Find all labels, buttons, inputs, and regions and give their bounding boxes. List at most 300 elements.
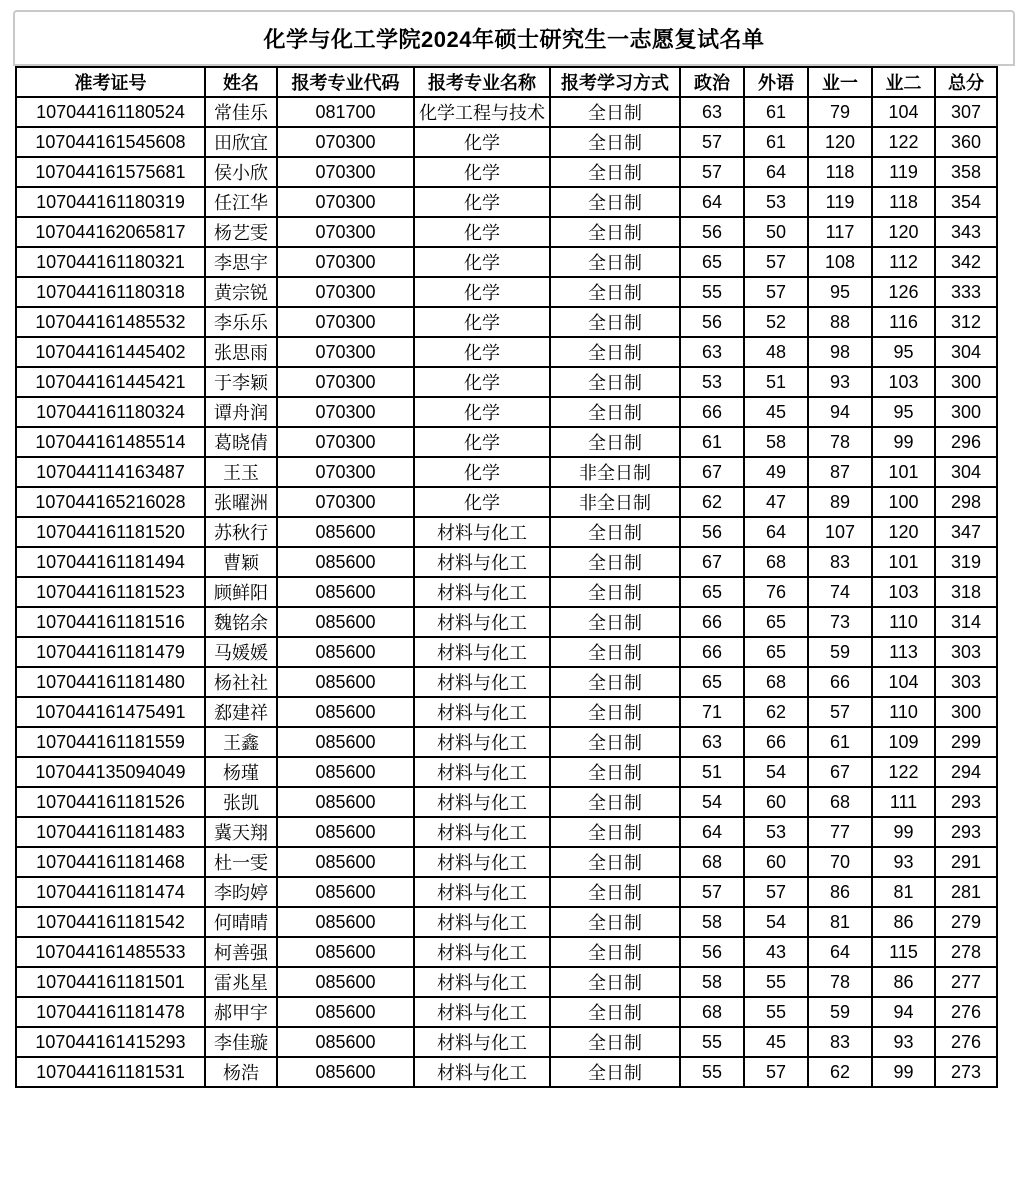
table-row — [16, 607, 997, 637]
cell-major-subject-1-score: 81 — [808, 907, 872, 937]
cell-study-mode: 全日制 — [550, 337, 680, 367]
table-row — [16, 127, 997, 157]
cell-study-mode: 非全日制 — [550, 457, 680, 487]
cell-admission-ticket-number: 107044114163487 — [16, 457, 205, 487]
cell-major-subject-1-score: 78 — [808, 427, 872, 457]
cell-major-name: 化学 — [414, 247, 550, 277]
table-row — [16, 907, 997, 937]
cell-major-subject-1-score: 98 — [808, 337, 872, 367]
cell-major-name: 材料与化工 — [414, 607, 550, 637]
cell-total-score: 294 — [935, 757, 997, 787]
cell-major-subject-1-score: 66 — [808, 667, 872, 697]
cell-study-mode: 全日制 — [550, 397, 680, 427]
cell-total-score: 276 — [935, 1027, 997, 1057]
table-row — [16, 157, 997, 187]
cell-major-code: 070300 — [277, 217, 414, 247]
cell-politics-score: 56 — [680, 307, 744, 337]
cell-politics-score: 65 — [680, 667, 744, 697]
cell-major-subject-1-score: 119 — [808, 187, 872, 217]
table-row — [16, 367, 997, 397]
cell-major-name: 化学 — [414, 127, 550, 157]
cell-major-code: 085600 — [277, 1057, 414, 1087]
cell-major-subject-2-score: 113 — [872, 637, 935, 667]
cell-politics-score: 68 — [680, 997, 744, 1027]
cell-name: 张曜洲 — [205, 487, 277, 517]
cell-total-score: 318 — [935, 577, 997, 607]
cell-admission-ticket-number: 107044161180524 — [16, 97, 205, 127]
cell-admission-ticket-number: 107044161485533 — [16, 937, 205, 967]
cell-name: 李乐乐 — [205, 307, 277, 337]
cell-major-name: 材料与化工 — [414, 637, 550, 667]
table-row — [16, 697, 997, 727]
table-row — [16, 547, 997, 577]
cell-politics-score: 58 — [680, 907, 744, 937]
table-row — [16, 667, 997, 697]
cell-major-subject-1-score: 83 — [808, 1027, 872, 1057]
cell-politics-score: 67 — [680, 547, 744, 577]
cell-major-subject-1-score: 64 — [808, 937, 872, 967]
cell-politics-score: 63 — [680, 97, 744, 127]
header-row — [16, 67, 997, 97]
cell-admission-ticket-number: 107044161485532 — [16, 307, 205, 337]
cell-major-name: 化学工程与技术 — [414, 97, 550, 127]
table-row — [16, 937, 997, 967]
cell-politics-score: 66 — [680, 397, 744, 427]
cell-major-subject-2-score: 120 — [872, 217, 935, 247]
cell-major-code: 085600 — [277, 637, 414, 667]
table-row — [16, 1027, 997, 1057]
cell-politics-score: 56 — [680, 937, 744, 967]
cell-politics-score: 56 — [680, 217, 744, 247]
cell-foreign-language-score: 65 — [744, 607, 808, 637]
cell-admission-ticket-number: 107044161475491 — [16, 697, 205, 727]
cell-total-score: 307 — [935, 97, 997, 127]
cell-foreign-language-score: 66 — [744, 727, 808, 757]
cell-politics-score: 64 — [680, 187, 744, 217]
table-row — [16, 487, 997, 517]
cell-politics-score: 55 — [680, 277, 744, 307]
cell-major-code: 085600 — [277, 697, 414, 727]
cell-politics-score: 55 — [680, 1057, 744, 1087]
cell-name: 苏秋行 — [205, 517, 277, 547]
cell-major-code: 085600 — [277, 817, 414, 847]
table-row — [16, 457, 997, 487]
cell-study-mode: 全日制 — [550, 367, 680, 397]
cell-total-score: 360 — [935, 127, 997, 157]
cell-foreign-language-score: 58 — [744, 427, 808, 457]
cell-admission-ticket-number: 107044162065817 — [16, 217, 205, 247]
cell-total-score: 343 — [935, 217, 997, 247]
cell-study-mode: 全日制 — [550, 937, 680, 967]
cell-major-name: 材料与化工 — [414, 727, 550, 757]
cell-total-score: 312 — [935, 307, 997, 337]
cell-total-score: 299 — [935, 727, 997, 757]
cell-major-subject-2-score: 99 — [872, 817, 935, 847]
cell-major-subject-2-score: 94 — [872, 997, 935, 1027]
cell-name: 于李颖 — [205, 367, 277, 397]
cell-major-name: 材料与化工 — [414, 1057, 550, 1087]
cell-study-mode: 全日制 — [550, 727, 680, 757]
table-row — [16, 787, 997, 817]
cell-major-subject-2-score: 101 — [872, 547, 935, 577]
cell-major-subject-2-score: 103 — [872, 577, 935, 607]
cell-major-subject-1-score: 74 — [808, 577, 872, 607]
cell-major-subject-2-score: 112 — [872, 247, 935, 277]
cell-foreign-language-score: 49 — [744, 457, 808, 487]
cell-study-mode: 全日制 — [550, 307, 680, 337]
cell-major-name: 材料与化工 — [414, 847, 550, 877]
cell-admission-ticket-number: 107044161181480 — [16, 667, 205, 697]
cell-major-name: 材料与化工 — [414, 967, 550, 997]
cell-study-mode: 全日制 — [550, 97, 680, 127]
cell-total-score: 291 — [935, 847, 997, 877]
table-row — [16, 997, 997, 1027]
table-row — [16, 967, 997, 997]
cell-major-name: 化学 — [414, 367, 550, 397]
column-header-study-mode: 报考学习方式 — [550, 67, 680, 97]
cell-major-name: 化学 — [414, 157, 550, 187]
cell-study-mode: 全日制 — [550, 877, 680, 907]
table-row — [16, 577, 997, 607]
cell-foreign-language-score: 60 — [744, 847, 808, 877]
cell-major-subject-1-score: 94 — [808, 397, 872, 427]
cell-major-subject-2-score: 81 — [872, 877, 935, 907]
cell-name: 李昀婷 — [205, 877, 277, 907]
table-row — [16, 817, 997, 847]
cell-foreign-language-score: 76 — [744, 577, 808, 607]
cell-major-code: 085600 — [277, 547, 414, 577]
cell-study-mode: 全日制 — [550, 217, 680, 247]
table-row — [16, 247, 997, 277]
cell-study-mode: 全日制 — [550, 517, 680, 547]
cell-politics-score: 63 — [680, 727, 744, 757]
cell-total-score: 276 — [935, 997, 997, 1027]
cell-major-subject-2-score: 99 — [872, 1057, 935, 1087]
cell-major-subject-2-score: 126 — [872, 277, 935, 307]
cell-major-code: 070300 — [277, 157, 414, 187]
cell-major-code: 070300 — [277, 247, 414, 277]
cell-total-score: 303 — [935, 637, 997, 667]
cell-name: 冀天翔 — [205, 817, 277, 847]
table-row — [16, 727, 997, 757]
cell-major-code: 085600 — [277, 787, 414, 817]
cell-major-code: 070300 — [277, 427, 414, 457]
cell-major-code: 070300 — [277, 487, 414, 517]
cell-major-name: 化学 — [414, 487, 550, 517]
cell-name: 杨浩 — [205, 1057, 277, 1087]
cell-study-mode: 全日制 — [550, 277, 680, 307]
cell-study-mode: 全日制 — [550, 427, 680, 457]
cell-admission-ticket-number: 107044161181478 — [16, 997, 205, 1027]
cell-major-subject-1-score: 59 — [808, 997, 872, 1027]
title-bar — [13, 10, 1015, 66]
cell-major-name: 化学 — [414, 457, 550, 487]
cell-admission-ticket-number: 107044161180318 — [16, 277, 205, 307]
table-row — [16, 847, 997, 877]
cell-foreign-language-score: 57 — [744, 247, 808, 277]
cell-foreign-language-score: 68 — [744, 667, 808, 697]
table-row — [16, 877, 997, 907]
column-header-major-name: 报考专业名称 — [414, 67, 550, 97]
cell-admission-ticket-number: 107044161445402 — [16, 337, 205, 367]
cell-foreign-language-score: 48 — [744, 337, 808, 367]
cell-politics-score: 58 — [680, 967, 744, 997]
cell-major-code: 070300 — [277, 337, 414, 367]
cell-total-score: 303 — [935, 667, 997, 697]
cell-name: 杨瑾 — [205, 757, 277, 787]
cell-major-name: 化学 — [414, 277, 550, 307]
cell-major-code: 085600 — [277, 847, 414, 877]
cell-major-code: 070300 — [277, 367, 414, 397]
cell-major-code: 070300 — [277, 307, 414, 337]
cell-politics-score: 63 — [680, 337, 744, 367]
cell-study-mode: 非全日制 — [550, 487, 680, 517]
cell-total-score: 277 — [935, 967, 997, 997]
cell-foreign-language-score: 53 — [744, 817, 808, 847]
cell-politics-score: 71 — [680, 697, 744, 727]
cell-major-name: 材料与化工 — [414, 517, 550, 547]
cell-major-name: 材料与化工 — [414, 817, 550, 847]
cell-foreign-language-score: 61 — [744, 127, 808, 157]
cell-major-code: 085600 — [277, 517, 414, 547]
cell-admission-ticket-number: 107044161181559 — [16, 727, 205, 757]
table-row — [16, 517, 997, 547]
cell-name: 郝甲宇 — [205, 997, 277, 1027]
cell-total-score: 314 — [935, 607, 997, 637]
cell-foreign-language-score: 68 — [744, 547, 808, 577]
table-row — [16, 97, 997, 127]
table-row — [16, 337, 997, 367]
cell-major-subject-1-score: 93 — [808, 367, 872, 397]
cell-major-subject-2-score: 115 — [872, 937, 935, 967]
cell-foreign-language-score: 45 — [744, 1027, 808, 1057]
cell-total-score: 304 — [935, 457, 997, 487]
cell-total-score: 281 — [935, 877, 997, 907]
cell-major-name: 材料与化工 — [414, 937, 550, 967]
cell-major-subject-2-score: 116 — [872, 307, 935, 337]
cell-major-subject-2-score: 119 — [872, 157, 935, 187]
cell-major-subject-2-score: 86 — [872, 967, 935, 997]
cell-major-subject-1-score: 117 — [808, 217, 872, 247]
cell-major-subject-2-score: 104 — [872, 97, 935, 127]
cell-major-name: 材料与化工 — [414, 667, 550, 697]
cell-name: 张思雨 — [205, 337, 277, 367]
cell-name: 雷兆星 — [205, 967, 277, 997]
cell-name: 侯小欣 — [205, 157, 277, 187]
cell-admission-ticket-number: 107044161181520 — [16, 517, 205, 547]
cell-foreign-language-score: 52 — [744, 307, 808, 337]
cell-admission-ticket-number: 107044161180321 — [16, 247, 205, 277]
cell-study-mode: 全日制 — [550, 907, 680, 937]
cell-foreign-language-score: 50 — [744, 217, 808, 247]
cell-study-mode: 全日制 — [550, 127, 680, 157]
cell-name: 李思宇 — [205, 247, 277, 277]
cell-major-subject-2-score: 95 — [872, 337, 935, 367]
cell-total-score: 300 — [935, 397, 997, 427]
cell-total-score: 293 — [935, 787, 997, 817]
cell-major-code: 085600 — [277, 997, 414, 1027]
cell-foreign-language-score: 43 — [744, 937, 808, 967]
cell-politics-score: 54 — [680, 787, 744, 817]
table-body — [16, 97, 997, 1087]
cell-study-mode: 全日制 — [550, 787, 680, 817]
cell-major-subject-1-score: 67 — [808, 757, 872, 787]
cell-total-score: 347 — [935, 517, 997, 547]
cell-major-code: 085600 — [277, 967, 414, 997]
cell-major-subject-2-score: 86 — [872, 907, 935, 937]
cell-major-name: 材料与化工 — [414, 907, 550, 937]
cell-name: 魏铭余 — [205, 607, 277, 637]
cell-name: 马媛媛 — [205, 637, 277, 667]
cell-study-mode: 全日制 — [550, 187, 680, 217]
cell-total-score: 319 — [935, 547, 997, 577]
table-row — [16, 217, 997, 247]
cell-major-name: 材料与化工 — [414, 877, 550, 907]
cell-admission-ticket-number: 107044161180324 — [16, 397, 205, 427]
cell-foreign-language-score: 57 — [744, 277, 808, 307]
cell-major-subject-2-score: 109 — [872, 727, 935, 757]
cell-major-name: 化学 — [414, 217, 550, 247]
cell-total-score: 358 — [935, 157, 997, 187]
cell-major-subject-1-score: 57 — [808, 697, 872, 727]
cell-major-subject-2-score: 110 — [872, 697, 935, 727]
cell-foreign-language-score: 55 — [744, 967, 808, 997]
cell-major-subject-1-score: 78 — [808, 967, 872, 997]
cell-major-subject-2-score: 118 — [872, 187, 935, 217]
cell-name: 郄建祥 — [205, 697, 277, 727]
cell-major-code: 081700 — [277, 97, 414, 127]
cell-foreign-language-score: 53 — [744, 187, 808, 217]
cell-politics-score: 61 — [680, 427, 744, 457]
cell-total-score: 279 — [935, 907, 997, 937]
cell-politics-score: 68 — [680, 847, 744, 877]
cell-major-code: 085600 — [277, 577, 414, 607]
cell-name: 柯善强 — [205, 937, 277, 967]
cell-major-subject-2-score: 99 — [872, 427, 935, 457]
table-row — [16, 427, 997, 457]
cell-foreign-language-score: 61 — [744, 97, 808, 127]
cell-admission-ticket-number: 107044161415293 — [16, 1027, 205, 1057]
cell-major-subject-1-score: 108 — [808, 247, 872, 277]
cell-major-code: 070300 — [277, 397, 414, 427]
cell-politics-score: 65 — [680, 577, 744, 607]
cell-major-subject-1-score: 70 — [808, 847, 872, 877]
cell-foreign-language-score: 55 — [744, 997, 808, 1027]
cell-major-subject-1-score: 77 — [808, 817, 872, 847]
cell-study-mode: 全日制 — [550, 607, 680, 637]
cell-foreign-language-score: 54 — [744, 907, 808, 937]
cell-major-code: 070300 — [277, 127, 414, 157]
cell-politics-score: 66 — [680, 637, 744, 667]
cell-major-name: 化学 — [414, 427, 550, 457]
cell-major-subject-2-score: 103 — [872, 367, 935, 397]
cell-total-score: 296 — [935, 427, 997, 457]
cell-admission-ticket-number: 107044161181516 — [16, 607, 205, 637]
cell-major-code: 085600 — [277, 757, 414, 787]
cell-major-name: 化学 — [414, 187, 550, 217]
cell-admission-ticket-number: 107044161181523 — [16, 577, 205, 607]
cell-study-mode: 全日制 — [550, 697, 680, 727]
cell-major-code: 085600 — [277, 607, 414, 637]
cell-major-subject-2-score: 93 — [872, 1027, 935, 1057]
column-header-major-subject-2-score: 业二 — [872, 67, 935, 97]
table-row — [16, 307, 997, 337]
column-header-politics-score: 政治 — [680, 67, 744, 97]
cell-politics-score: 66 — [680, 607, 744, 637]
cell-major-name: 材料与化工 — [414, 787, 550, 817]
cell-study-mode: 全日制 — [550, 1027, 680, 1057]
cell-major-subject-2-score: 120 — [872, 517, 935, 547]
table-row — [16, 757, 997, 787]
cell-total-score: 300 — [935, 697, 997, 727]
table-row — [16, 277, 997, 307]
cell-study-mode: 全日制 — [550, 967, 680, 997]
cell-major-name: 化学 — [414, 397, 550, 427]
cell-admission-ticket-number: 107044161181474 — [16, 877, 205, 907]
cell-politics-score: 51 — [680, 757, 744, 787]
cell-admission-ticket-number: 107044161181531 — [16, 1057, 205, 1087]
cell-major-code: 085600 — [277, 937, 414, 967]
cell-politics-score: 57 — [680, 127, 744, 157]
cell-major-code: 085600 — [277, 907, 414, 937]
cell-study-mode: 全日制 — [550, 817, 680, 847]
cell-major-name: 材料与化工 — [414, 757, 550, 787]
cell-major-code: 070300 — [277, 277, 414, 307]
cell-major-subject-1-score: 89 — [808, 487, 872, 517]
column-header-name: 姓名 — [205, 67, 277, 97]
cell-admission-ticket-number: 107044161180319 — [16, 187, 205, 217]
cell-major-subject-2-score: 100 — [872, 487, 935, 517]
table-row — [16, 187, 997, 217]
cell-major-code: 085600 — [277, 667, 414, 697]
cell-study-mode: 全日制 — [550, 247, 680, 277]
column-header-total-score: 总分 — [935, 67, 997, 97]
roster-table — [15, 66, 998, 1088]
cell-study-mode: 全日制 — [550, 1057, 680, 1087]
cell-study-mode: 全日制 — [550, 847, 680, 877]
cell-major-name: 材料与化工 — [414, 1027, 550, 1057]
page-title: 化学与化工学院2024年硕士研究生一志愿复试名单 — [263, 26, 765, 52]
cell-foreign-language-score: 47 — [744, 487, 808, 517]
cell-major-subject-1-score: 95 — [808, 277, 872, 307]
cell-study-mode: 全日制 — [550, 547, 680, 577]
cell-major-subject-1-score: 61 — [808, 727, 872, 757]
cell-name: 顾鲜阳 — [205, 577, 277, 607]
cell-total-score: 300 — [935, 367, 997, 397]
cell-major-subject-2-score: 122 — [872, 127, 935, 157]
cell-major-subject-1-score: 68 — [808, 787, 872, 817]
cell-admission-ticket-number: 107044161445421 — [16, 367, 205, 397]
cell-foreign-language-score: 54 — [744, 757, 808, 787]
cell-major-subject-2-score: 122 — [872, 757, 935, 787]
cell-admission-ticket-number: 107044161181483 — [16, 817, 205, 847]
table-row — [16, 1057, 997, 1087]
cell-admission-ticket-number: 107044161181526 — [16, 787, 205, 817]
cell-name: 任江华 — [205, 187, 277, 217]
cell-name: 田欣宜 — [205, 127, 277, 157]
cell-foreign-language-score: 51 — [744, 367, 808, 397]
cell-admission-ticket-number: 107044161485514 — [16, 427, 205, 457]
cell-foreign-language-score: 64 — [744, 517, 808, 547]
table-row — [16, 397, 997, 427]
cell-major-name: 材料与化工 — [414, 997, 550, 1027]
cell-total-score: 342 — [935, 247, 997, 277]
cell-politics-score: 55 — [680, 1027, 744, 1057]
cell-admission-ticket-number: 107044161181479 — [16, 637, 205, 667]
cell-major-subject-1-score: 107 — [808, 517, 872, 547]
cell-major-subject-1-score: 83 — [808, 547, 872, 577]
cell-name: 杜一雯 — [205, 847, 277, 877]
